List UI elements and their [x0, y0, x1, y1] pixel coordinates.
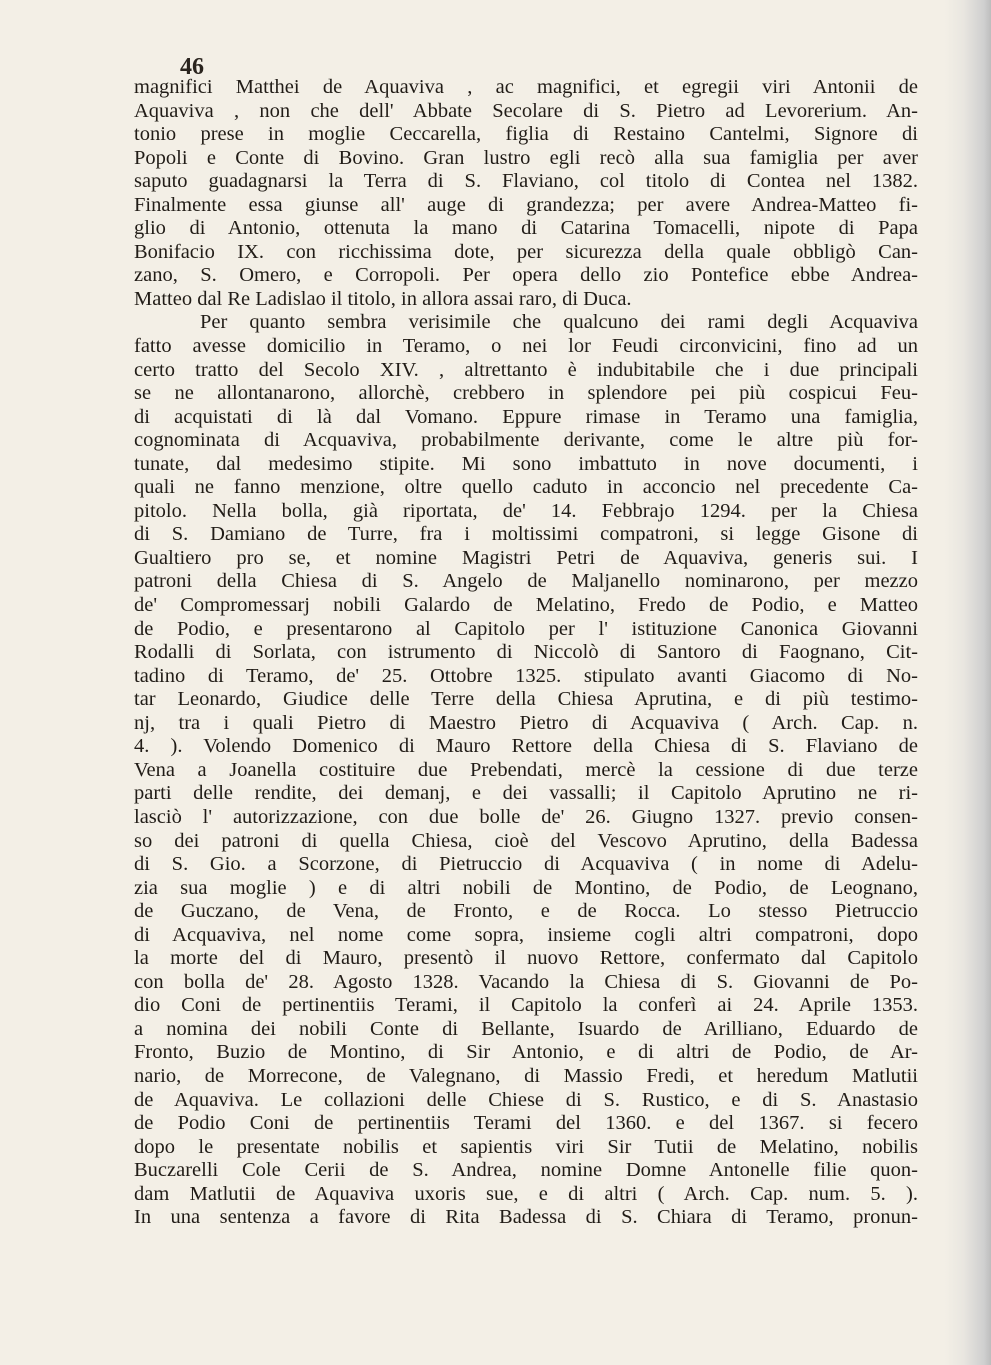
text-line: cognominata di Acquaviva, probabilmente derivante, come le altre più for- [134, 429, 918, 452]
text-line: Per quanto sembra verisimile che qualcuno dei rami degli Acquaviva [200, 311, 918, 334]
text-line: Popoli e Conte di Bovino. Gran lustro egli recò alla sua famiglia per aver [134, 146, 918, 169]
text-line: Vena a Joanella costituire due Prebendati, mercè la cessione di due terze [134, 758, 918, 781]
text-line: di Acquaviva, nel nome come sopra, insieme cogli altri compatroni, dopo [134, 923, 918, 946]
text-line: glio di Antonio, ottenuta la mano di Catarina Tomacelli, nipote di Papa [134, 217, 918, 240]
text-line: dam Matlutii de Aquaviva uxoris sue, e di altri ( Arch. Cap. num. 5. ). [134, 1182, 918, 1205]
text-line: Bonifacio IX. con ricchissima dote, per sicurezza della quale obbligò Can- [134, 240, 918, 263]
text-line: 4. ). Volendo Domenico di Mauro Rettore della Chiesa di S. Flaviano de [134, 735, 918, 758]
text-line: magnifici Matthei de Aquaviva , ac magnifici, et egregii viri Antonii de [134, 76, 918, 98]
text-line: tar Leonardo, Giudice delle Terre della Chiesa Aprutina, e di più testimo- [134, 688, 918, 711]
text-line: nj, tra i quali Pietro di Maestro Pietro di Acquaviva ( Arch. Cap. n. [134, 711, 918, 734]
text-line: patroni della Chiesa di S. Angelo de Maljanello nominarono, per mezzo [134, 570, 918, 593]
text-line: zano, S. Omero, e Corropoli. Per opera dello zio Pontefice ebbe Andrea- [134, 264, 918, 287]
text-line: Fronto, Buzio de Montino, di Sir Antonio, e di altri de Podio, de Ar- [134, 1041, 918, 1064]
text-line: tunate, dal medesimo stipite. Mi sono imbattuto in nove documenti, i [134, 452, 918, 475]
page-number: 46 [180, 54, 204, 80]
text-line: de' Compromessarj nobili Galardo de Melatino, Fredo de Podio, e Matteo [134, 594, 918, 617]
text-line: a nomina dei nobili Conte di Bellante, Isuardo de Arilliano, Eduardo de [134, 1017, 918, 1040]
text-line: la morte del di Mauro, presentò il nuovo Rettore, confermato dal Capitolo [134, 947, 918, 970]
text-line: Finalmente essa giunse all' auge di grandezza; per avere Andrea-Matteo fi- [134, 193, 918, 216]
text-line: tadino di Teramo, de' 25. Ottobre 1325. stipulato avanti Giacomo di No- [134, 664, 918, 687]
text-line: In una sentenza a favore di Rita Badessa di S. Chiara di Teramo, pronun- [134, 1206, 918, 1229]
text-line: con bolla de' 28. Agosto 1328. Vacando la Chiesa di S. Giovanni de Po- [134, 970, 918, 993]
text-line: Matteo dal Re Ladislao il titolo, in allora assai raro, di Duca. [134, 287, 632, 310]
text-line: di S. Gio. a Scorzone, di Pietruccio di Acquaviva ( in nome di Adelu- [134, 853, 918, 876]
text-line: Gualtiero pro se, et nomine Magistri Petri de Aquaviva, generis sui. I [134, 546, 918, 569]
text-line: Rodalli di Sorlata, con istrumento di Niccolò di Santoro di Faognano, Cit- [134, 641, 918, 664]
text-line: de Podio Coni de pertinentiis Terami del 1360. e del 1367. si fecero [134, 1112, 918, 1135]
text-line: di acquistati di là dal Vomano. Eppure rimase in Teramo una famiglia, [134, 405, 918, 428]
text-line: se ne allontanarono, allorchè, crebbero in splendore pei più cospicui Feu- [134, 382, 918, 405]
text-line: nario, de Morrecone, de Valegnano, di Massio Fredi, et heredum Matlutii [134, 1064, 918, 1087]
text-line: dopo le presentate nobilis et sapientis viri Sir Tutii de Melatino, nobilis [134, 1135, 918, 1158]
text-line: zia sua moglie ) e di altri nobili de Montino, de Podio, de Leognano, [134, 876, 918, 899]
text-line: lasciò l' autorizzazione, con due bolle de' 26. Giugno 1327. previo consen- [134, 805, 918, 828]
text-line: de Guczano, de Vena, de Fronto, e de Rocca. Lo stesso Pietruccio [134, 900, 918, 923]
text-line: parti delle rendite, dei demanj, e dei vassalli; il Capitolo Aprutino ne ri- [134, 782, 918, 805]
text-line: Buczarelli Cole Cerii de S. Andrea, nomine Domne Antonelle filie quon- [134, 1159, 918, 1182]
text-line: saputo guadagnarsi la Terra di S. Flaviano, col titolo di Contea nel 1382. [134, 170, 918, 193]
body-text [134, 76, 918, 1230]
text-line: Aquaviva , non che dell' Abbate Secolare di S. Pietro ad Levorerium. An- [134, 99, 918, 122]
text-line: di S. Damiano de Turre, fra i moltissimi compatroni, si legge Gisone di [134, 523, 918, 546]
text-line: quali ne fanno menzione, oltre quello caduto in acconcio nel precedente Ca- [134, 476, 918, 499]
text-line: certo tratto del Secolo XIV. , altrettanto è indubitabile che i due principali [134, 358, 918, 381]
text-line: de Podio, e presentarono al Capitolo per l' istituzione Canonica Giovanni [134, 617, 918, 640]
text-line: de Aquaviva. Le collazioni delle Chiese di S. Rustico, e di S. Anastasio [134, 1088, 918, 1111]
text-line: pitolo. Nella bolla, già riportata, de' 14. Febbrajo 1294. per la Chiesa [134, 499, 918, 522]
text-line: so dei patroni di quella Chiesa, cioè del Vescovo Aprutino, della Badessa [134, 829, 918, 852]
text-line: fatto avesse domicilio in Teramo, o nei lor Feudi circonvicini, fino ad un [134, 335, 918, 358]
text-line: dio Coni de pertinentiis Terami, il Capitolo la conferì ai 24. Aprile 1353. [134, 994, 918, 1017]
text-line: tonio prese in moglie Ceccarella, figlia di Restaino Cantelmi, Signore di [134, 123, 918, 146]
page-edge-shadow [945, 0, 991, 1365]
